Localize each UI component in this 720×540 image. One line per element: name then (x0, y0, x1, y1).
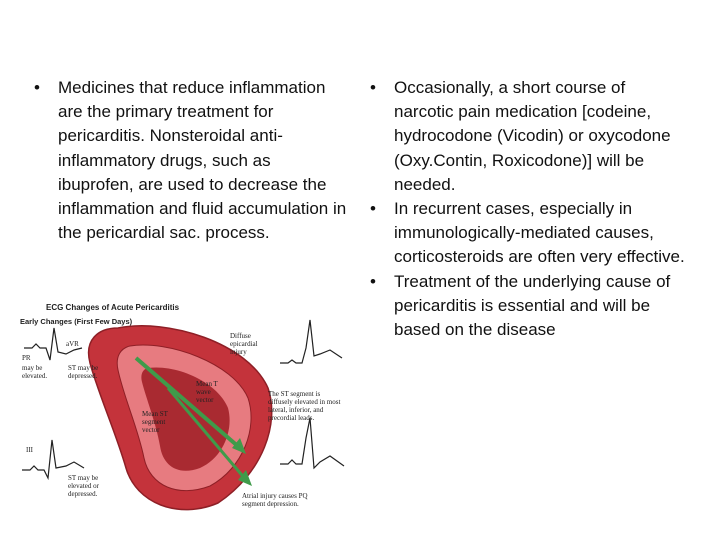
label-pr-note: may be elevated. (22, 364, 48, 380)
label-mean-st: Mean ST segment vector (142, 410, 168, 434)
right-bullet-3: • Treatment of the underlying cause of pericarditis is essential and will be based on the disease (366, 270, 686, 343)
label-diffuse-injury: Diffuse epicardial injury (230, 332, 258, 356)
ecg-trace-right-top (280, 320, 342, 363)
heart-illustration (18, 298, 350, 520)
label-st-elev-dep: ST may be elevated or depressed. (68, 474, 99, 498)
label-avr: aVR (66, 340, 79, 348)
pericarditis-ecg-figure (18, 298, 350, 520)
label-atrial-injury: Atrial injury causes PQ segment depression. (242, 492, 308, 508)
label-st-elevated: The ST segment is diffusely elevated in most lateral, inferior, and precordial leads. (268, 390, 341, 422)
ecg-trace-right-bottom (280, 418, 344, 468)
figure-subtitle: Early Changes (First Few Days) (20, 317, 133, 326)
left-bullet-1: • Medicines that reduce inflammation are the primary treatment for pericarditis. Nonsteroidal anti-inflammatory drugs, such as ibuprofen, are used to decrease the inflammation and fluid accumulation in the pericardial sac. process. (30, 76, 350, 245)
figure-title: ECG Changes of Acute Pericarditis (46, 303, 180, 312)
label-mean-t: Mean T wave vector (196, 380, 218, 404)
label-lead-iii: III (26, 446, 33, 454)
left-column (30, 76, 350, 245)
right-column (366, 76, 686, 342)
right-bullet-1: • Occasionally, a short course of narcotic pain medication [codeine, hydrocodone (Vicodin) or oxycodone (Oxy.Contin, Roxicodone)] will be needed. (366, 76, 686, 197)
label-st-depressed: ST may be depressed. (68, 364, 99, 380)
label-pr: PR (22, 354, 31, 362)
right-bullet-2: • In recurrent cases, especially in immunologically-mediated causes, corticosteroids are often very effective. (366, 197, 686, 270)
